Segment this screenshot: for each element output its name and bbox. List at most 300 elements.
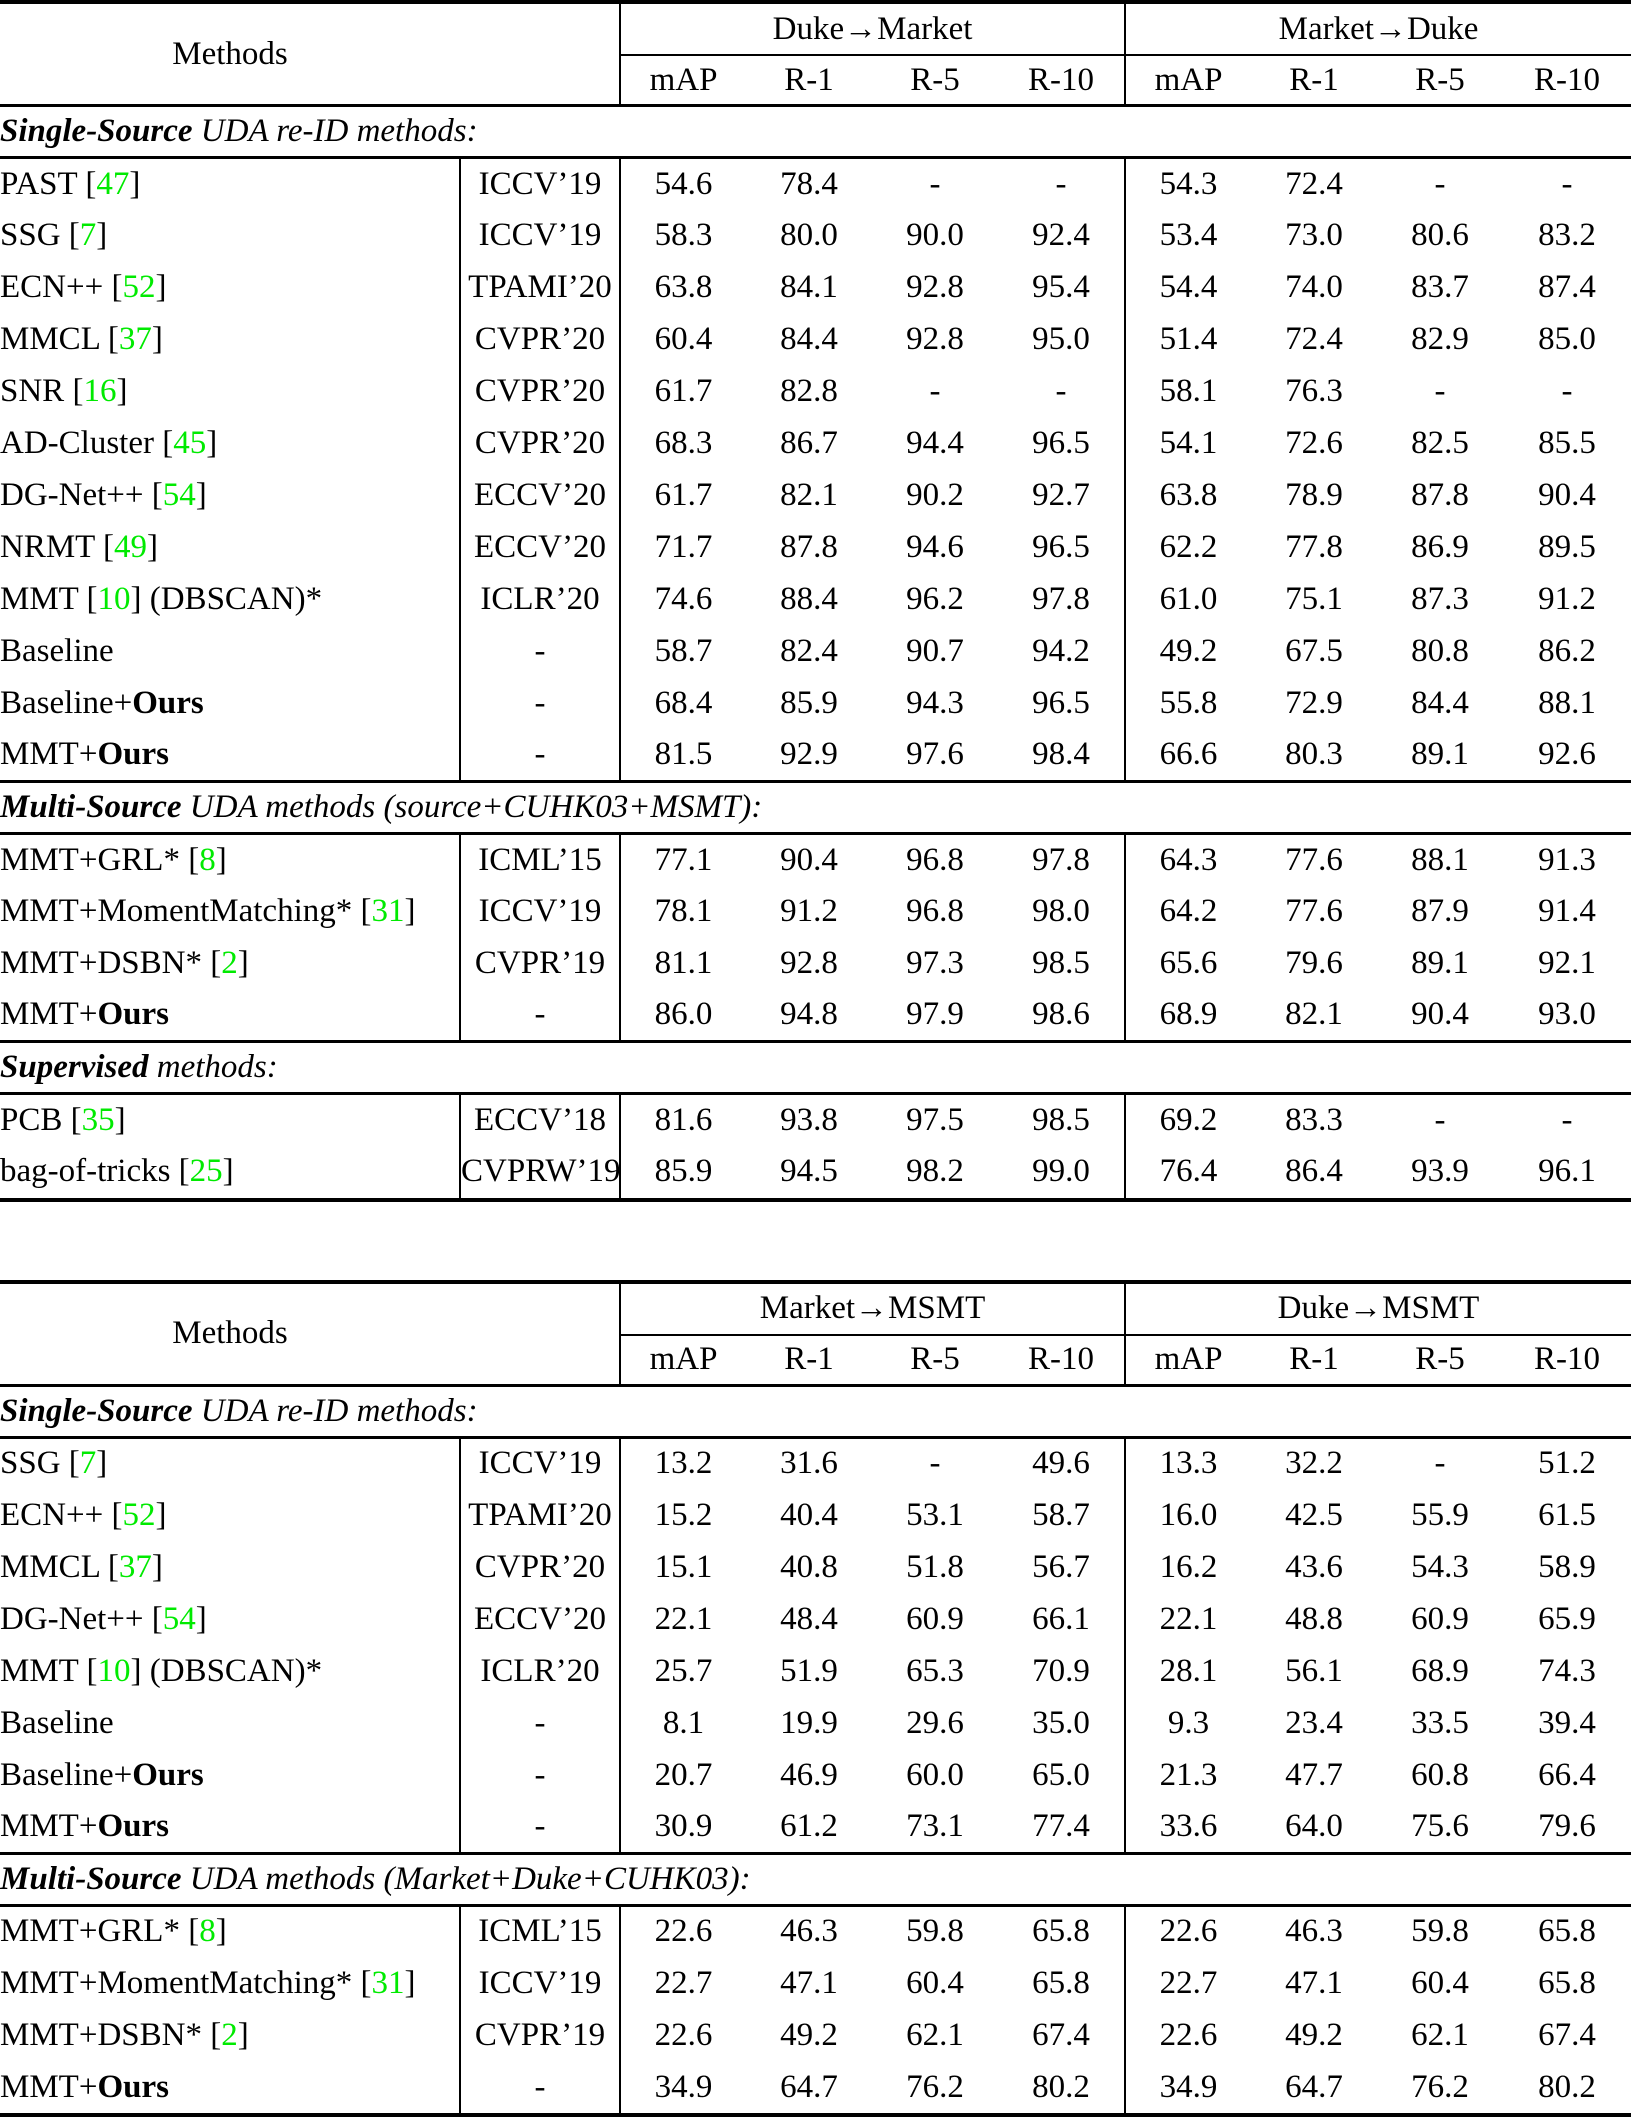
metric-value: 54.6 [620,158,746,210]
metric-value: - [998,158,1125,210]
metric-value: 90.4 [1503,470,1631,522]
metric-value: 73.1 [872,1801,998,1853]
metric-value: 71.7 [620,522,746,574]
metric-value: 22.7 [1125,1957,1251,2009]
metric-value: 73.0 [1251,210,1377,262]
metric-value: 62.2 [1125,522,1251,574]
table-row [0,1697,1631,1749]
metric-value: 46.9 [746,1749,872,1801]
venue: ECCV’20 [460,1593,620,1645]
table-row [0,366,1631,418]
metric-value: 94.2 [998,626,1125,678]
metric-header-1-1: R-1 [1251,1335,1377,1386]
venue: CVPR’20 [460,1541,620,1593]
table-row [0,158,1631,210]
metric-value: 15.2 [620,1489,746,1541]
metric-value: 64.0 [1251,1801,1377,1853]
table-row [0,834,1631,886]
metric-value: 22.6 [1125,1905,1251,1957]
metric-value: 47.1 [746,1957,872,2009]
citation-ref[interactable]: 31 [372,893,405,929]
table-row [0,470,1631,522]
venue: ICCV’19 [460,1437,620,1489]
metric-value: 86.0 [620,990,746,1042]
metric-header-0-2: R-5 [872,55,998,106]
table-row [0,1957,1631,2009]
metric-value: 91.2 [1503,574,1631,626]
metric-value: 72.4 [1251,158,1377,210]
metric-value: 58.9 [1503,1541,1631,1593]
metric-value: 90.0 [872,210,998,262]
metric-value: 87.8 [746,522,872,574]
metric-value: 96.1 [1503,1146,1631,1198]
method-name: MMT+Ours [0,1801,460,1853]
metric-value: 47.7 [1251,1749,1377,1801]
metric-value: 86.9 [1377,522,1503,574]
metric-value: 22.6 [620,1905,746,1957]
venue: ICCV’19 [460,886,620,938]
metric-value: 21.3 [1125,1749,1251,1801]
metric-value: 62.1 [872,2009,998,2061]
metric-value: 80.2 [1503,2061,1631,2113]
citation-ref[interactable]: 10 [98,581,131,617]
metric-value: - [998,366,1125,418]
metric-value: 96.5 [998,418,1125,470]
table-row [0,938,1631,990]
citation-ref[interactable]: 8 [199,842,216,878]
metric-value: 87.9 [1377,886,1503,938]
table-row [0,1146,1631,1198]
citation-ref[interactable]: 31 [372,1965,405,2001]
table-row [0,210,1631,262]
metric-value: 56.1 [1251,1645,1377,1697]
citation-ref[interactable]: 7 [80,217,97,253]
metric-value: 85.9 [620,1146,746,1198]
metric-value: 97.8 [998,834,1125,886]
venue: ICML’15 [460,1905,620,1957]
citation-ref[interactable]: 37 [119,1549,152,1585]
metric-value: 54.3 [1125,158,1251,210]
metric-value: 46.3 [746,1905,872,1957]
metric-value: 16.0 [1125,1489,1251,1541]
metric-value: 56.7 [998,1541,1125,1593]
method-name: Baseline+Ours [0,678,460,730]
venue: - [460,678,620,730]
metric-value: 61.5 [1503,1489,1631,1541]
metric-value: 79.6 [1503,1801,1631,1853]
metric-value: 65.6 [1125,938,1251,990]
metric-value: 67.5 [1251,626,1377,678]
metric-value: 43.6 [1251,1541,1377,1593]
metric-value: 91.2 [746,886,872,938]
table-row [0,574,1631,626]
metric-value: 61.2 [746,1801,872,1853]
metric-value: 89.1 [1377,938,1503,990]
metric-header-1-3: R-10 [1503,1335,1631,1386]
metric-value: 16.2 [1125,1541,1251,1593]
metric-value: 47.1 [1251,1957,1377,2009]
metric-value: 68.9 [1377,1645,1503,1697]
metric-value: 53.4 [1125,210,1251,262]
citation-ref[interactable]: 35 [82,1102,115,1138]
metric-value: 96.8 [872,886,998,938]
metric-value: 92.6 [1503,730,1631,782]
metric-value: 92.8 [872,262,998,314]
metric-value: 94.4 [872,418,998,470]
method-name: SSG [7] [0,1437,460,1489]
metric-value: 9.3 [1125,1697,1251,1749]
metric-value: 39.4 [1503,1697,1631,1749]
metric-value: 66.6 [1125,730,1251,782]
venue: - [460,1749,620,1801]
method-name: MMT+Ours [0,990,460,1042]
table-row [0,1749,1631,1801]
citation-ref[interactable]: 54 [163,477,196,513]
metric-value: - [1377,158,1503,210]
metric-value: 58.7 [620,626,746,678]
metric-value: - [1377,1094,1503,1146]
metric-value: 94.5 [746,1146,872,1198]
metric-value: 54.1 [1125,418,1251,470]
section-title-1: Multi-Source UDA methods (Market+Duke+CUHK03): [0,1853,1631,1905]
metric-value: 98.2 [872,1146,998,1198]
metric-value: 82.8 [746,366,872,418]
metric-value: 22.6 [1125,2009,1251,2061]
metric-value: 96.2 [872,574,998,626]
citation-ref[interactable]: 52 [122,1497,155,1533]
metric-value: 94.6 [872,522,998,574]
metric-header-1-2: R-5 [1377,55,1503,106]
metric-value: 60.4 [1377,1957,1503,2009]
metric-value: 97.5 [872,1094,998,1146]
method-name: MMT [10] (DBSCAN)* [0,1645,460,1697]
metric-value: 66.4 [1503,1749,1631,1801]
metric-value: - [1377,1437,1503,1489]
table-spacer [0,1202,1631,1280]
group-header-1: Duke→MSMT [1125,1282,1631,1335]
metric-value: 60.9 [872,1593,998,1645]
metric-value: 60.8 [1377,1749,1503,1801]
metric-value: 66.1 [998,1593,1125,1645]
metric-value: 65.8 [998,1905,1125,1957]
metric-value: 87.8 [1377,470,1503,522]
metric-value: 22.7 [620,1957,746,2009]
venue: ICCV’19 [460,158,620,210]
metric-value: 78.9 [1251,470,1377,522]
metric-header-0-3: R-10 [998,55,1125,106]
metric-value: 49.6 [998,1437,1125,1489]
metric-value: 22.1 [620,1593,746,1645]
metric-value: 35.0 [998,1697,1125,1749]
metric-value: 23.4 [1251,1697,1377,1749]
method-name: SNR [16] [0,366,460,418]
metric-value: 99.0 [998,1146,1125,1198]
metric-value: 95.0 [998,314,1125,366]
method-name: MMT+Ours [0,730,460,782]
metric-value: 89.1 [1377,730,1503,782]
metric-value: 51.2 [1503,1437,1631,1489]
metric-value: 58.7 [998,1489,1125,1541]
metric-value: 65.9 [1503,1593,1631,1645]
metric-value: 74.3 [1503,1645,1631,1697]
method-name: MMCL [37] [0,1541,460,1593]
venue: CVPR’19 [460,938,620,990]
metric-value: 55.9 [1377,1489,1503,1541]
metric-value: 80.2 [998,2061,1125,2113]
metric-value: 77.6 [1251,886,1377,938]
section-title-1: Multi-Source UDA methods (source+CUHK03+MSMT): [0,782,1631,834]
metric-value: 85.5 [1503,418,1631,470]
metric-header-0-0: mAP [620,1335,746,1386]
citation-ref[interactable]: 37 [119,321,152,357]
metric-value: 97.9 [872,990,998,1042]
venue: - [460,2061,620,2113]
metric-value: 20.7 [620,1749,746,1801]
metric-value: 80.3 [1251,730,1377,782]
method-name: PCB [35] [0,1094,460,1146]
metric-value: 77.4 [998,1801,1125,1853]
metric-value: - [1503,158,1631,210]
metric-value: 19.9 [746,1697,872,1749]
metric-value: 94.3 [872,678,998,730]
metric-value: 76.2 [1377,2061,1503,2113]
metric-header-0-0: mAP [620,55,746,106]
metric-value: 92.4 [998,210,1125,262]
venue: - [460,1801,620,1853]
method-name: NRMT [49] [0,522,460,574]
table-row [0,1645,1631,1697]
metric-value: 86.7 [746,418,872,470]
venue: CVPR’20 [460,418,620,470]
methods-header: Methods [0,2,460,106]
metric-value: 90.2 [872,470,998,522]
metric-value: 67.4 [998,2009,1125,2061]
method-name: Baseline [0,626,460,678]
metric-value: 61.0 [1125,574,1251,626]
citation-ref[interactable]: 10 [98,1653,131,1689]
method-name: ECN++ [52] [0,1489,460,1541]
venue: ICCV’19 [460,210,620,262]
metric-value: 82.1 [746,470,872,522]
citation-ref[interactable]: 45 [173,425,206,461]
metric-value: 67.4 [1503,2009,1631,2061]
table-2 [0,1280,1631,2117]
metric-value: 34.9 [620,2061,746,2113]
metric-value: 74.6 [620,574,746,626]
metric-value: 87.4 [1503,262,1631,314]
metric-value: 93.0 [1503,990,1631,1042]
method-name: PAST [47] [0,158,460,210]
metric-value: 65.8 [998,1957,1125,2009]
metric-value: 63.8 [1125,470,1251,522]
method-name: SSG [7] [0,210,460,262]
metric-value: 65.8 [1503,1957,1631,2009]
table-row [0,1801,1631,1853]
table-row [0,990,1631,1042]
citation-ref[interactable]: 47 [96,166,129,202]
venue: CVPR’20 [460,366,620,418]
metric-value: 8.1 [620,1697,746,1749]
table-row [0,626,1631,678]
table-row [0,2061,1631,2113]
venue: TPAMI’20 [460,262,620,314]
metric-header-0-3: R-10 [998,1335,1125,1386]
metric-value: 79.6 [1251,938,1377,990]
metric-value: 97.6 [872,730,998,782]
table-row [0,1437,1631,1489]
metric-value: 83.3 [1251,1094,1377,1146]
citation-ref[interactable]: 49 [114,529,147,565]
metric-value: 74.0 [1251,262,1377,314]
metric-value: 28.1 [1125,1645,1251,1697]
metric-value: - [872,1437,998,1489]
metric-value: 89.5 [1503,522,1631,574]
venue: - [460,730,620,782]
venue-header [460,1282,620,1386]
metric-value: 76.4 [1125,1146,1251,1198]
metric-value: 80.6 [1377,210,1503,262]
metric-value: 81.5 [620,730,746,782]
table-row [0,1905,1631,1957]
metric-value: - [1503,366,1631,418]
metric-value: 51.8 [872,1541,998,1593]
metric-value: 86.4 [1251,1146,1377,1198]
metric-value: 78.1 [620,886,746,938]
metric-value: 48.8 [1251,1593,1377,1645]
metric-value: 85.0 [1503,314,1631,366]
methods-header: Methods [0,1282,460,1386]
method-name: MMCL [37] [0,314,460,366]
method-name: DG-Net++ [54] [0,470,460,522]
citation-ref[interactable]: 52 [122,269,155,305]
metric-value: 77.6 [1251,834,1377,886]
metric-header-1-0: mAP [1125,1335,1251,1386]
metric-value: 62.1 [1377,2009,1503,2061]
metric-value: 96.5 [998,678,1125,730]
method-name: ECN++ [52] [0,262,460,314]
metric-value: 65.0 [998,1749,1125,1801]
venue: TPAMI’20 [460,1489,620,1541]
table-row [0,2009,1631,2061]
venue: ECCV’18 [460,1094,620,1146]
metric-value: 64.7 [746,2061,872,2113]
metric-value: 90.7 [872,626,998,678]
method-name: AD-Cluster [45] [0,418,460,470]
metric-value: 97.3 [872,938,998,990]
metric-value: 54.4 [1125,262,1251,314]
method-name: Baseline+Ours [0,1749,460,1801]
metric-value: 25.7 [620,1645,746,1697]
metric-value: 29.6 [872,1697,998,1749]
metric-value: 61.7 [620,366,746,418]
metric-value: 46.3 [1251,1905,1377,1957]
metric-value: 98.0 [998,886,1125,938]
metric-header-0-1: R-1 [746,1335,872,1386]
metric-value: 92.1 [1503,938,1631,990]
metric-value: 72.9 [1251,678,1377,730]
metric-value: 98.4 [998,730,1125,782]
metric-value: 30.9 [620,1801,746,1853]
metric-value: 54.3 [1377,1541,1503,1593]
metric-value: 58.3 [620,210,746,262]
method-name: Baseline [0,1697,460,1749]
metric-value: 49.2 [1251,2009,1377,2061]
metric-value: 51.4 [1125,314,1251,366]
citation-ref[interactable]: 2 [221,2017,238,2053]
metric-value: 72.4 [1251,314,1377,366]
table-row [0,678,1631,730]
method-name: DG-Net++ [54] [0,1593,460,1645]
venue: ICLR’20 [460,574,620,626]
metric-value: 93.8 [746,1094,872,1146]
metric-header-0-2: R-5 [872,1335,998,1386]
metric-value: 64.2 [1125,886,1251,938]
table-row [0,418,1631,470]
metric-value: 70.9 [998,1645,1125,1697]
metric-value: 87.3 [1377,574,1503,626]
venue: ICCV’19 [460,1957,620,2009]
venue: - [460,626,620,678]
metric-value: 42.5 [1251,1489,1377,1541]
citation-ref[interactable]: 25 [190,1153,223,1189]
citation-ref[interactable]: 7 [80,1445,97,1481]
citation-ref[interactable]: 2 [221,945,238,981]
table-row [0,522,1631,574]
citation-ref[interactable]: 8 [199,1913,216,1949]
metric-value: 88.1 [1377,834,1503,886]
metric-value: 91.3 [1503,834,1631,886]
method-name: MMT+DSBN* [2] [0,938,460,990]
metric-header-1-2: R-5 [1377,1335,1503,1386]
venue: ICLR’20 [460,1645,620,1697]
metric-value: 97.8 [998,574,1125,626]
metric-value: 65.3 [872,1645,998,1697]
metric-value: 76.3 [1251,366,1377,418]
citation-ref[interactable]: 16 [83,373,116,409]
metric-value: 90.4 [1377,990,1503,1042]
metric-value: 15.1 [620,1541,746,1593]
metric-value: 83.2 [1503,210,1631,262]
metric-value: 69.2 [1125,1094,1251,1146]
metric-value: 92.8 [746,938,872,990]
metric-value: 60.4 [620,314,746,366]
metric-value: 75.6 [1377,1801,1503,1853]
section-title-0: Single-Source UDA re-ID methods: [0,1385,1631,1437]
metric-value: 78.4 [746,158,872,210]
metric-value: 63.8 [620,262,746,314]
metric-value: 96.8 [872,834,998,886]
venue-header [460,2,620,106]
metric-value: 77.1 [620,834,746,886]
metric-value: 75.1 [1251,574,1377,626]
table-row [0,1094,1631,1146]
metric-value: - [1377,366,1503,418]
metric-value: 40.8 [746,1541,872,1593]
metric-header-1-3: R-10 [1503,55,1631,106]
metric-value: - [872,158,998,210]
metric-value: 76.2 [872,2061,998,2113]
metric-value: 84.4 [1377,678,1503,730]
metric-value: 94.8 [746,990,872,1042]
table-row [0,262,1631,314]
metric-value: 80.8 [1377,626,1503,678]
citation-ref[interactable]: 54 [163,1601,196,1637]
method-name: MMT+MomentMatching* [31] [0,1957,460,2009]
metric-value: 82.1 [1251,990,1377,1042]
table-row [0,1489,1631,1541]
metric-value: 98.5 [998,1094,1125,1146]
metric-value: 95.4 [998,262,1125,314]
